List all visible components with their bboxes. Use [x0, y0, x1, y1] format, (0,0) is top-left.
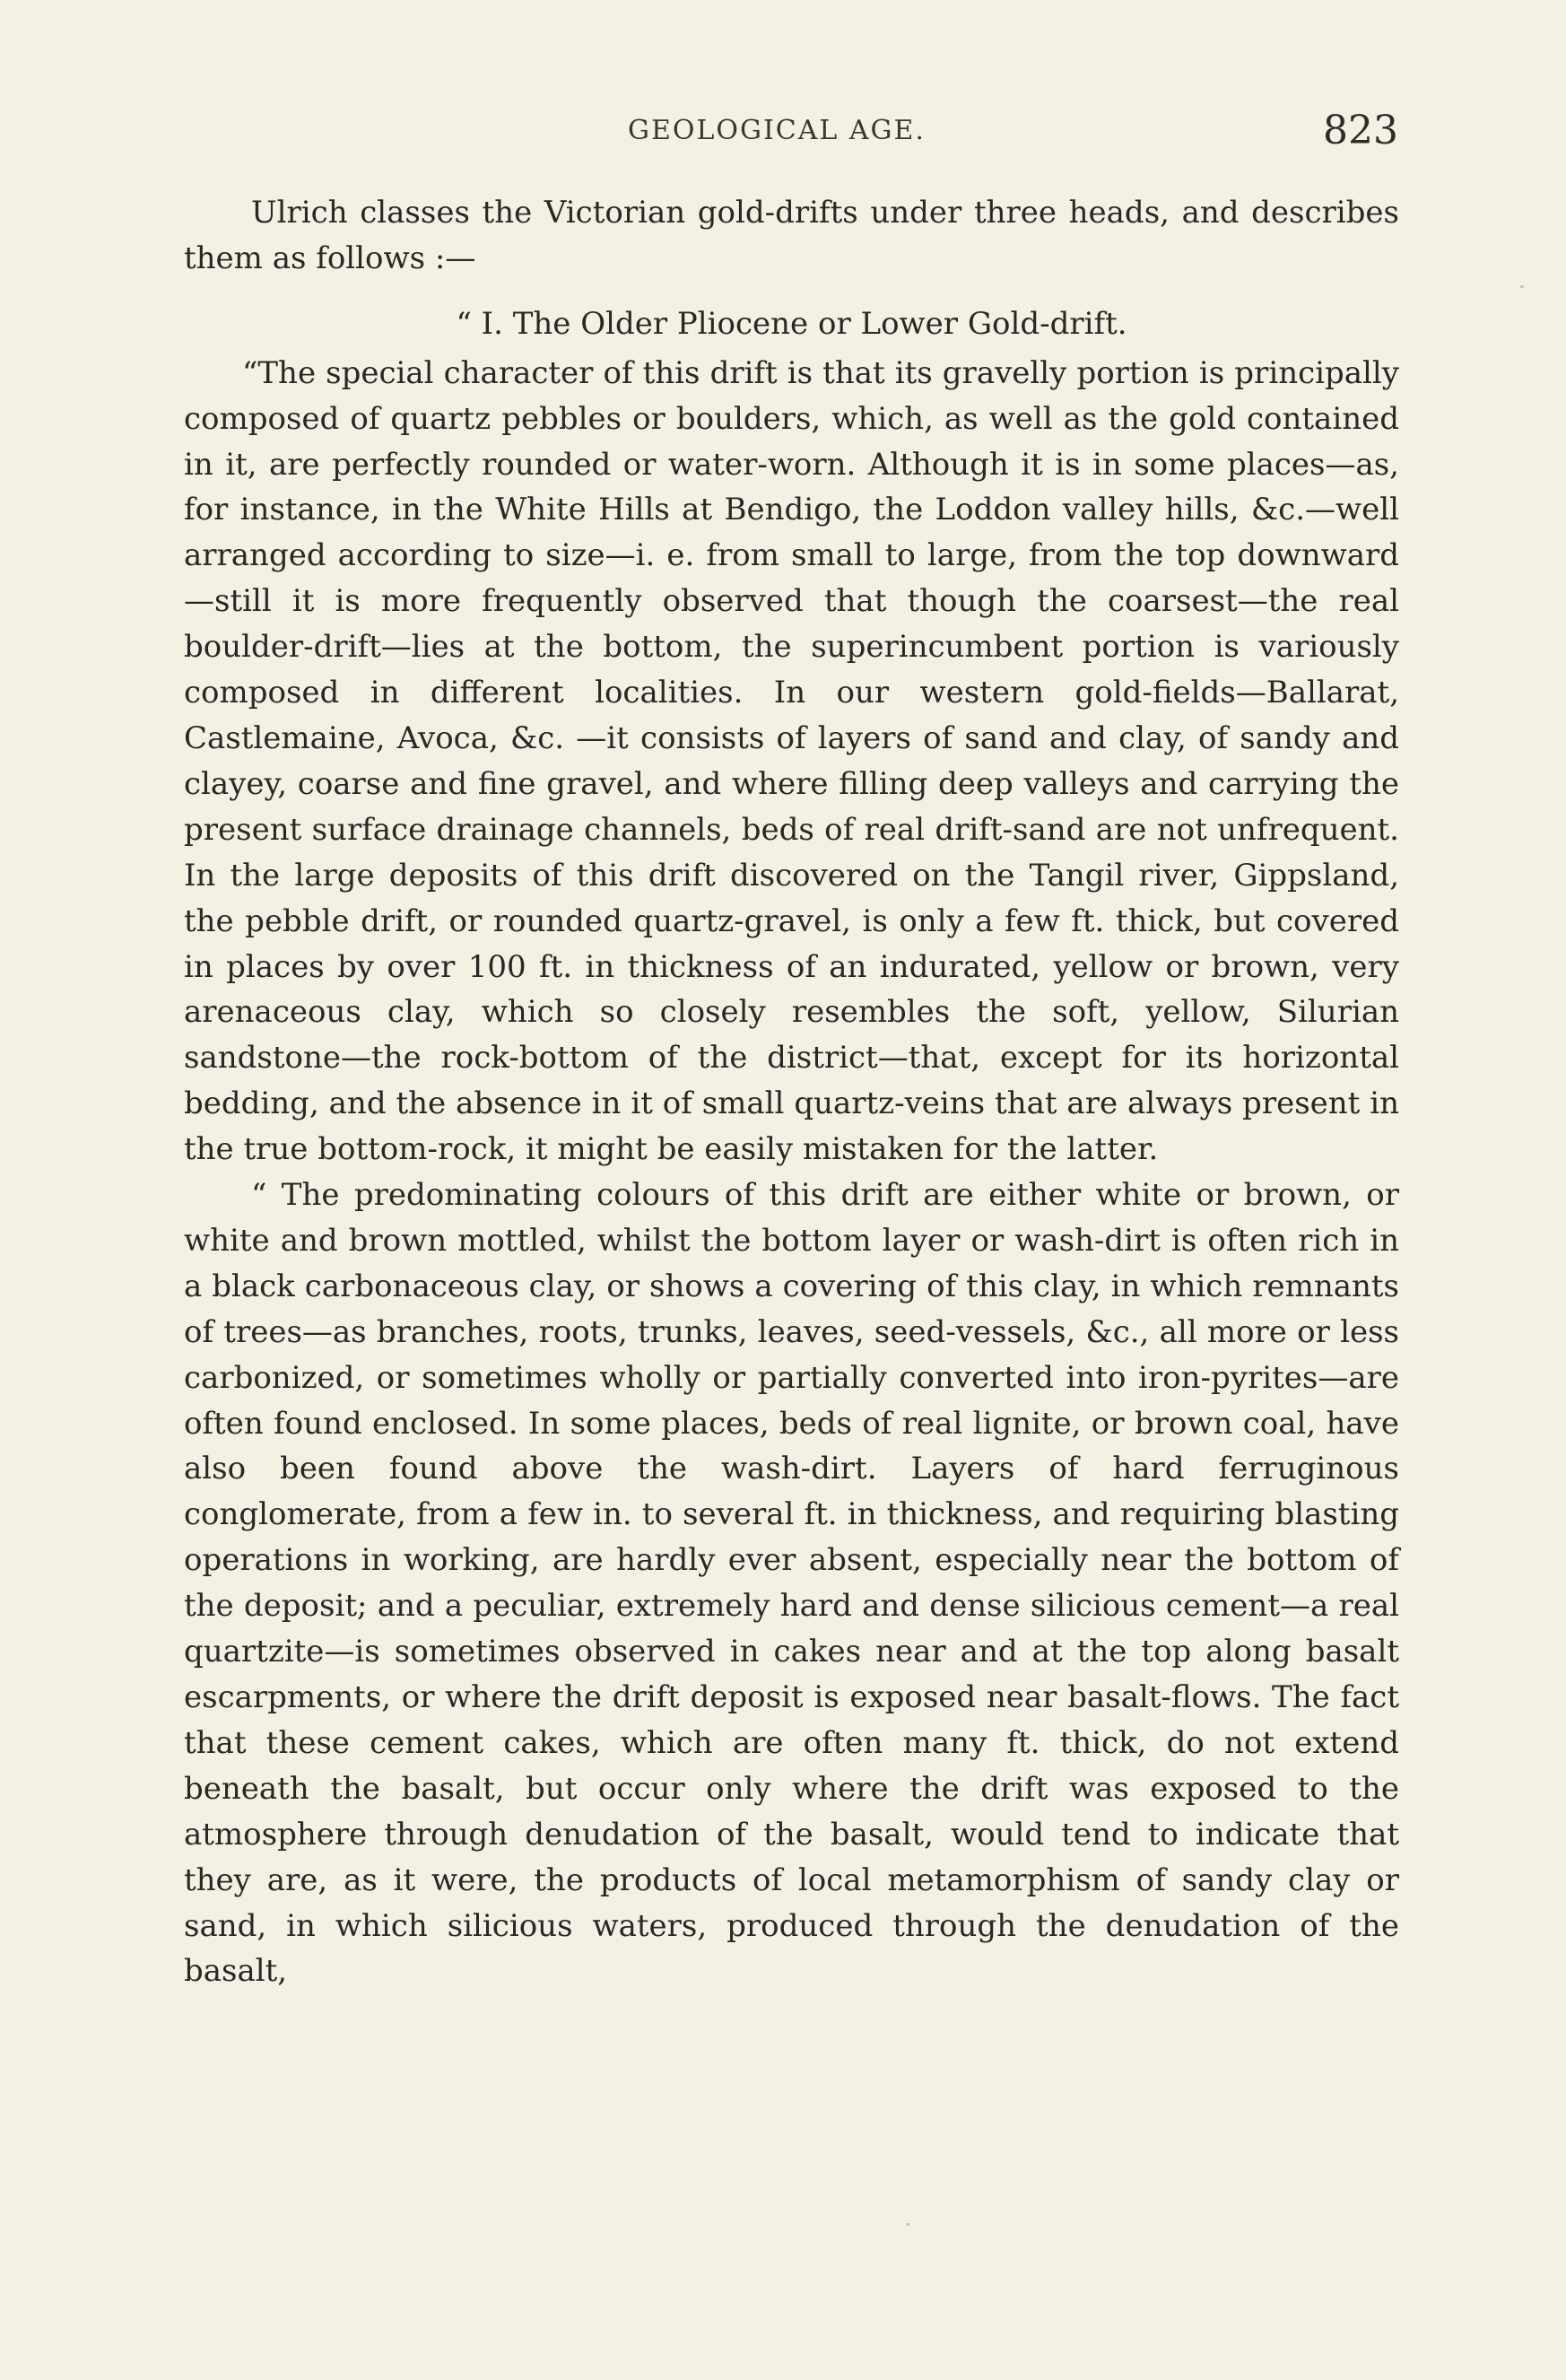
running-head: GEOLOGICAL AGE. [628, 115, 926, 146]
page-number: 823 [1323, 108, 1398, 153]
paper-speck [1520, 285, 1524, 288]
paragraph-1: “The special character of this drift is that its gravelly portion is principally composed of quartz pebbles or boulders, which, as well as the gold contained in it, are perfectly rounded or water-worn. Although it is in some places—as, for instance, in the White Hills at Bendigo, the Loddon valley hills, &c.—well arranged according to size—i. e. from small to large, from the top downward—still it is more frequently observed that though the coarsest—the real boulder-drift—lies at the bottom, the superincumbent portion is variously composed in different localities. In our western gold-fields—Ballarat, Castlemaine, Avoca, &c. —it consists of layers of sand and clay, of sandy and clayey, coarse and fine gravel, and where filling deep valleys and carrying the present surface drainage channels, beds of real drift-sand are not unfrequent. In the large deposits of this drift discovered on the Tangil river, Gippsland, the pebble drift, or rounded quartz-gravel, is only a few ft. thick, but covered in places by over 100 ft. in thickness of an indurated, yellow or brown, very arenaceous clay, which so closely resembles the soft, yellow, Silurian sandstone—the rock-bottom of the district—that, except for its horizontal bedding, and the absence in it of small quartz-veins that are always present in the true bottom-rock, it might be easily mistaken for the latter. [184, 354, 1399, 1168]
paper-speck [906, 2223, 909, 2226]
section-heading: “ I. The Older Pliocene or Lower Gold-drift. [456, 305, 1127, 342]
body-text [184, 190, 1399, 1994]
paragraph-2: “ The predominating colours of this drift are either white or brown, or white and brown mottled, whilst the bottom layer or wash-dirt is often rich in a black carbonaceous clay, or shows a covering of this clay, in which remnants of trees—as branches, roots, trunks, leaves, seed-vessels, &c., all more or less carbonized, or sometimes wholly or partially converted into iron-pyrites—are often found enclosed. In some places, beds of real lignite, or brown coal, have also been found above the wash-dirt. Layers of hard ferruginous conglomerate, from a few in. to several ft. in thickness, and requiring blasting operations in working, are hardly ever absent, especially near the bottom of the deposit; and a peculiar, extremely hard and dense silicious cement—a real quartzite—is sometimes observed in cakes near and at the top along basalt escarpments, or where the drift deposit is exposed near basalt-flows. The fact that these cement cakes, which are often many ft. thick, do not extend beneath the basalt, but occur only where the drift was exposed to the atmosphere through denudation of the basalt, would tend to indicate that they are, as it were, the products of local metamorphism of sandy clay or sand, in which silicious waters, produced through the denudation of the basalt, [184, 1177, 1399, 1990]
intro-paragraph: Ulrich classes the Victorian gold-drifts under three heads, and describes them as follows :— [184, 195, 1399, 276]
